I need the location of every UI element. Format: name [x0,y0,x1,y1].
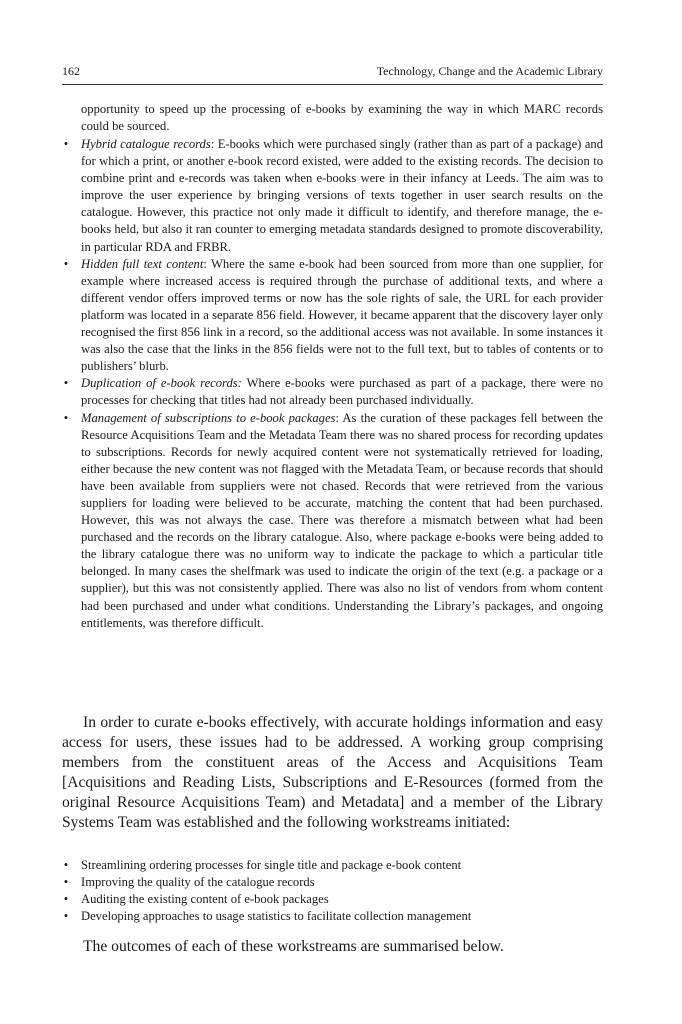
page-number: 162 [62,64,80,78]
header-rule [62,84,603,85]
continuation-paragraph: opportunity to speed up the processing of e-books by examining the way in which MARC records could be sourced. [81,102,603,134]
list-item [62,410,603,632]
workstream-text: Streamlining ordering processes for single title and package e-book content [81,858,462,872]
bullet-marker: • [63,858,69,872]
bullet-marker: • [63,892,69,907]
workstream-text: Improving the quality of the catalogue records [81,875,315,890]
list-item [62,256,603,376]
running-title: Technology, Change and the Academic Library [376,64,603,78]
bullet-marker: • [63,376,69,391]
bullet-marker: • [63,410,69,425]
issue-title: Management of subscriptions to e-book packages [81,410,336,425]
list-item [62,874,603,891]
bullet-marker: • [63,137,69,151]
workstreams-list [62,857,603,925]
closing-sentence: The outcomes of each of these workstreams are summarised below. [83,938,504,955]
running-header [62,64,603,82]
issue-separator: : [203,256,207,271]
list-item [62,891,603,908]
workstream-text: Auditing the existing content of e-book packages [81,892,329,907]
issue-body: Where e-books were purchased as part of a package, there were no processes for checking that titles had not already been purchased individually. [81,376,604,408]
issue-separator: : [335,410,339,425]
bullet-marker: • [63,256,69,271]
issues-list [62,136,603,632]
list-item [62,857,603,874]
bullet-marker: • [63,875,69,890]
issue-title: Hybrid catalogue records [81,137,211,151]
list-item [62,136,603,256]
issue-title: Duplication of e-book records: [81,376,242,391]
bullet-marker: • [63,909,69,924]
issue-body: Where the same e-book had been sourced from more than one supplier, for example where increased access is required through the purchase of additional texts, and where a different vendor offers improved terms or now has the sole rights of sale, the URL for each provider platform was located in a separate 856 field. However, it became apparent that the discovery layer only recognised the first 856 link in a record, so the additional access was not available. In some instances it was also the case that the links in the 856 fields were not to the full text, but to tables of contents or to publishers’ blurb. [81,256,603,374]
body-paragraph: In order to curate e-books effectively, with accurate holdings information and easy access for users, these issues had to be addressed. A working group comprising members from the constituent areas of the Access and Acquisitions Team [Acquisitions and Reading Lists, Subscriptions and E-Resources (formed from the original Resource Acquisitions Team) and Metadata] and a member of the Library Systems Team was established and the following workstreams initiated: [62,714,603,832]
list-item [62,375,603,409]
workstream-text: Developing approaches to usage statistics to facilitate collection management [81,909,472,924]
issue-separator: : [210,137,215,151]
issue-body: E-books which were purchased singly (rather than as part of a package) and for which a print, or another e-book record existed, were added to the existing records. The decision to combine print and e-records was taken when e-books were in their infancy at Leeds. The aim was to improve the user experience by bringing versions of texts together in user search results on the catalogue. However, this practice not only made it difficult to identify, and therefore manage, the e-books held, but also it ran counter to emerging metadata standards designed to promote discoverability, in particular RDA and FRBR. [81,137,603,254]
issue-title: Hidden full text content [81,256,204,271]
issue-body: As the curation of these packages fell between the Resource Acquisitions Team and the Metadata Team there was no shared process for recording updates to subscriptions. Records for newly acquired content were not systematically retrieved for loading, either because the new content was not flagged with the Metadata Team, or because records that should have been available from suppliers were not chased. Records that were retrieved from the various suppliers for loading were believed to be accurate, matching the content that had been purchased. However, this was not always the case. There was therefore a mismatch between what had been purchased and the records on the library catalogue. Also, where package e-books were being added to the library catalogue there was no uniform way to indicate the package to which a particular title belonged. In many cases the shelfmark was used to indicate the origin of the text (e.g. a package or a supplier), but this was not consistently applied. There was also no list of vendors from whom content had been purchased and under what conditions. Understanding the Library’s packages, and ongoing entitlements, was therefore difficult. [81,410,603,630]
list-item [62,908,603,925]
